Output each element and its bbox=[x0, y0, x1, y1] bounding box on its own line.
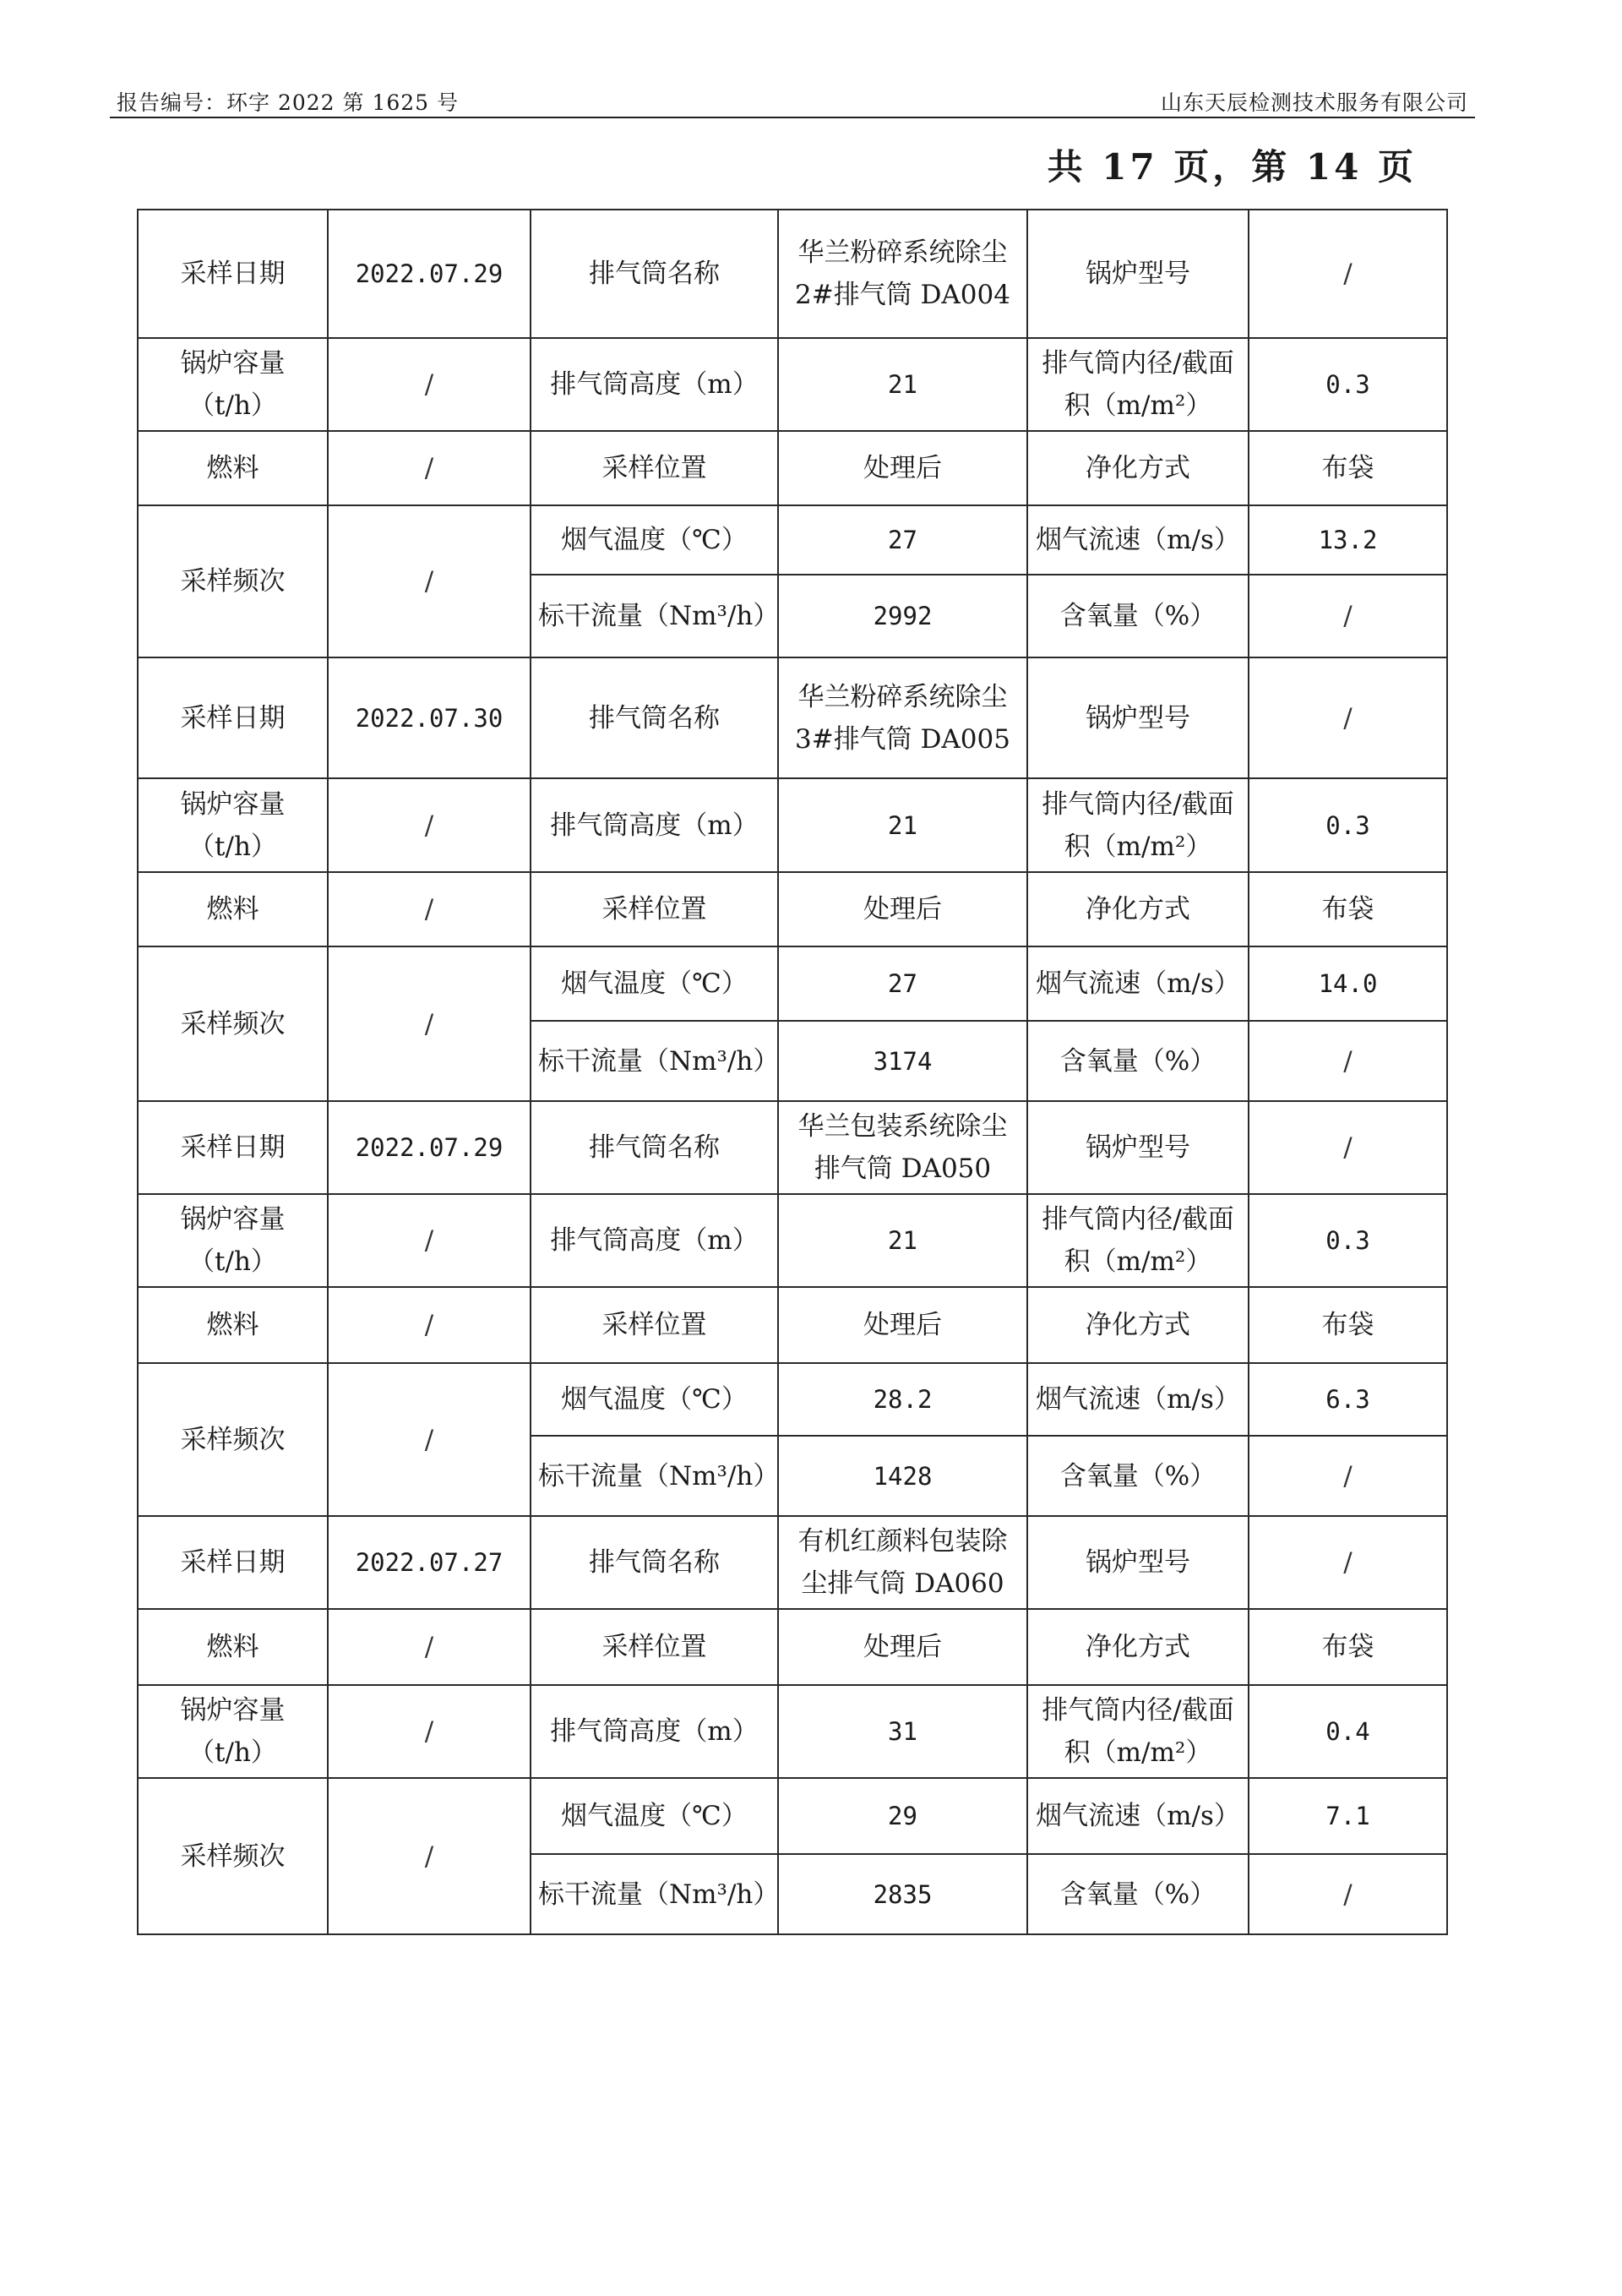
label-fuel: 燃料 bbox=[138, 1287, 328, 1363]
flue-temp-value: 27 bbox=[778, 505, 1027, 575]
label-boiler-capacity: 锅炉容量（t/h） bbox=[138, 1194, 328, 1287]
label-stack-diameter: 排气筒内径/截面积（m/m²） bbox=[1027, 338, 1249, 431]
label-stack-name: 排气筒名称 bbox=[531, 657, 778, 778]
stack-height-value: 21 bbox=[778, 1194, 1027, 1287]
flue-temp-value: 28.2 bbox=[778, 1363, 1027, 1436]
fuel-value: / bbox=[328, 872, 531, 946]
stack-diameter-value: 0.3 bbox=[1249, 778, 1447, 872]
boiler-type-value: / bbox=[1249, 657, 1447, 778]
flue-temp-value: 27 bbox=[778, 946, 1027, 1021]
label-stack-diameter: 排气筒内径/截面积（m/m²） bbox=[1027, 1685, 1249, 1778]
label-fuel: 燃料 bbox=[138, 431, 328, 505]
header-divider bbox=[110, 117, 1475, 118]
fuel-value: / bbox=[328, 1287, 531, 1363]
sample-frequency-value: / bbox=[328, 1363, 531, 1516]
boiler-capacity-value: / bbox=[328, 338, 531, 431]
label-flue-temp: 烟气温度（℃） bbox=[531, 1363, 778, 1436]
label-std-dry-flow: 标干流量（Nm³/h） bbox=[531, 1436, 778, 1516]
table-row bbox=[138, 778, 1447, 872]
label-flue-velocity: 烟气流速（m/s） bbox=[1027, 1363, 1249, 1436]
table-row bbox=[138, 946, 1447, 1021]
label-stack-height: 排气筒高度（m） bbox=[531, 1194, 778, 1287]
boiler-capacity-value: / bbox=[328, 778, 531, 872]
table-row bbox=[138, 1194, 1447, 1287]
sampling-table bbox=[137, 209, 1448, 1935]
oxygen-value: / bbox=[1249, 1854, 1447, 1934]
fuel-value: / bbox=[328, 431, 531, 505]
label-stack-diameter: 排气筒内径/截面积（m/m²） bbox=[1027, 778, 1249, 872]
table-row bbox=[138, 1287, 1447, 1363]
label-std-dry-flow: 标干流量（Nm³/h） bbox=[531, 1021, 778, 1101]
label-sample-position: 采样位置 bbox=[531, 1287, 778, 1363]
label-sample-date: 采样日期 bbox=[138, 657, 328, 778]
label-stack-height: 排气筒高度（m） bbox=[531, 338, 778, 431]
table-row bbox=[138, 1609, 1447, 1685]
purification-value: 布袋 bbox=[1249, 872, 1447, 946]
label-purification: 净化方式 bbox=[1027, 431, 1249, 505]
sample-position-value: 处理后 bbox=[778, 1609, 1027, 1685]
label-purification: 净化方式 bbox=[1027, 872, 1249, 946]
label-purification: 净化方式 bbox=[1027, 1609, 1249, 1685]
oxygen-value: / bbox=[1249, 575, 1447, 657]
stack-name-value: 华兰粉碎系统除尘 3#排气筒 DA005 bbox=[778, 657, 1027, 778]
label-oxygen: 含氧量（%） bbox=[1027, 575, 1249, 657]
stack-name-value: 有机红颜料包装除尘排气筒 DA060 bbox=[778, 1516, 1027, 1609]
label-boiler-type: 锅炉型号 bbox=[1027, 210, 1249, 338]
sample-position-value: 处理后 bbox=[778, 431, 1027, 505]
label-purification: 净化方式 bbox=[1027, 1287, 1249, 1363]
sample-frequency-value: / bbox=[328, 505, 531, 657]
flue-temp-value: 29 bbox=[778, 1778, 1027, 1854]
boiler-type-value: / bbox=[1249, 1516, 1447, 1609]
label-flue-temp: 烟气温度（℃） bbox=[531, 946, 778, 1021]
label-stack-name: 排气筒名称 bbox=[531, 1101, 778, 1194]
table-row bbox=[138, 1101, 1447, 1194]
table-row bbox=[138, 431, 1447, 505]
boiler-type-value: / bbox=[1249, 210, 1447, 338]
label-sample-frequency: 采样频次 bbox=[138, 946, 328, 1101]
label-sample-position: 采样位置 bbox=[531, 431, 778, 505]
label-oxygen: 含氧量（%） bbox=[1027, 1854, 1249, 1934]
label-fuel: 燃料 bbox=[138, 1609, 328, 1685]
flue-velocity-value: 6.3 bbox=[1249, 1363, 1447, 1436]
table-row bbox=[138, 1363, 1447, 1436]
sample-position-value: 处理后 bbox=[778, 872, 1027, 946]
table-row bbox=[138, 1685, 1447, 1778]
flue-velocity-value: 7.1 bbox=[1249, 1778, 1447, 1854]
label-sample-frequency: 采样频次 bbox=[138, 505, 328, 657]
label-stack-diameter: 排气筒内径/截面积（m/m²） bbox=[1027, 1194, 1249, 1287]
label-boiler-capacity: 锅炉容量（t/h） bbox=[138, 338, 328, 431]
flue-velocity-value: 13.2 bbox=[1249, 505, 1447, 575]
label-flue-velocity: 烟气流速（m/s） bbox=[1027, 1778, 1249, 1854]
stack-name-value: 华兰包装系统除尘排气筒 DA050 bbox=[778, 1101, 1027, 1194]
label-sample-position: 采样位置 bbox=[531, 872, 778, 946]
label-boiler-type: 锅炉型号 bbox=[1027, 1101, 1249, 1194]
label-stack-height: 排气筒高度（m） bbox=[531, 1685, 778, 1778]
label-boiler-type: 锅炉型号 bbox=[1027, 1516, 1249, 1609]
table-row bbox=[138, 1516, 1447, 1609]
table-row bbox=[138, 338, 1447, 431]
label-flue-temp: 烟气温度（℃） bbox=[531, 1778, 778, 1854]
std-dry-flow-value: 3174 bbox=[778, 1021, 1027, 1101]
boiler-capacity-value: / bbox=[328, 1194, 531, 1287]
label-sample-date: 采样日期 bbox=[138, 210, 328, 338]
table-row bbox=[138, 505, 1447, 575]
label-flue-velocity: 烟气流速（m/s） bbox=[1027, 946, 1249, 1021]
company-name: 山东天辰检测技术服务有限公司 bbox=[1160, 90, 1468, 115]
stack-height-value: 21 bbox=[778, 338, 1027, 431]
sample-position-value: 处理后 bbox=[778, 1287, 1027, 1363]
stack-diameter-value: 0.3 bbox=[1249, 338, 1447, 431]
report-number: 报告编号：环字 2022 第 1625 号 bbox=[117, 90, 460, 115]
label-sample-position: 采样位置 bbox=[531, 1609, 778, 1685]
boiler-type-value: / bbox=[1249, 1101, 1447, 1194]
label-flue-velocity: 烟气流速（m/s） bbox=[1027, 505, 1249, 575]
label-stack-height: 排气筒高度（m） bbox=[531, 778, 778, 872]
label-stack-name: 排气筒名称 bbox=[531, 210, 778, 338]
std-dry-flow-value: 2992 bbox=[778, 575, 1027, 657]
label-sample-frequency: 采样频次 bbox=[138, 1778, 328, 1934]
sample-frequency-value: / bbox=[328, 946, 531, 1101]
purification-value: 布袋 bbox=[1249, 1287, 1447, 1363]
label-sample-date: 采样日期 bbox=[138, 1516, 328, 1609]
stack-name-value: 华兰粉碎系统除尘 2#排气筒 DA004 bbox=[778, 210, 1027, 338]
sample-date-value: 2022.07.27 bbox=[328, 1516, 531, 1609]
stack-diameter-value: 0.4 bbox=[1249, 1685, 1447, 1778]
sample-date-value: 2022.07.29 bbox=[328, 210, 531, 338]
label-sample-date: 采样日期 bbox=[138, 1101, 328, 1194]
label-boiler-capacity: 锅炉容量（t/h） bbox=[138, 778, 328, 872]
purification-value: 布袋 bbox=[1249, 431, 1447, 505]
label-oxygen: 含氧量（%） bbox=[1027, 1021, 1249, 1101]
table-row bbox=[138, 657, 1447, 778]
label-boiler-type: 锅炉型号 bbox=[1027, 657, 1249, 778]
std-dry-flow-value: 2835 bbox=[778, 1854, 1027, 1934]
boiler-capacity-value: / bbox=[328, 1685, 531, 1778]
report-header bbox=[117, 86, 1468, 120]
oxygen-value: / bbox=[1249, 1021, 1447, 1101]
label-oxygen: 含氧量（%） bbox=[1027, 1436, 1249, 1516]
label-std-dry-flow: 标干流量（Nm³/h） bbox=[531, 575, 778, 657]
fuel-value: / bbox=[328, 1609, 531, 1685]
table-row bbox=[138, 1778, 1447, 1854]
std-dry-flow-value: 1428 bbox=[778, 1436, 1027, 1516]
label-stack-name: 排气筒名称 bbox=[531, 1516, 778, 1609]
table-row bbox=[138, 210, 1447, 338]
purification-value: 布袋 bbox=[1249, 1609, 1447, 1685]
flue-velocity-value: 14.0 bbox=[1249, 946, 1447, 1021]
label-std-dry-flow: 标干流量（Nm³/h） bbox=[531, 1854, 778, 1934]
table-row bbox=[138, 872, 1447, 946]
label-sample-frequency: 采样频次 bbox=[138, 1363, 328, 1516]
sample-date-value: 2022.07.29 bbox=[328, 1101, 531, 1194]
stack-diameter-value: 0.3 bbox=[1249, 1194, 1447, 1287]
stack-height-value: 31 bbox=[778, 1685, 1027, 1778]
sample-frequency-value: / bbox=[328, 1778, 531, 1934]
page-number: 共 17 页，第 14 页 bbox=[1047, 146, 1417, 188]
label-fuel: 燃料 bbox=[138, 872, 328, 946]
label-boiler-capacity: 锅炉容量（t/h） bbox=[138, 1685, 328, 1778]
sample-date-value: 2022.07.30 bbox=[328, 657, 531, 778]
oxygen-value: / bbox=[1249, 1436, 1447, 1516]
label-flue-temp: 烟气温度（℃） bbox=[531, 505, 778, 575]
stack-height-value: 21 bbox=[778, 778, 1027, 872]
